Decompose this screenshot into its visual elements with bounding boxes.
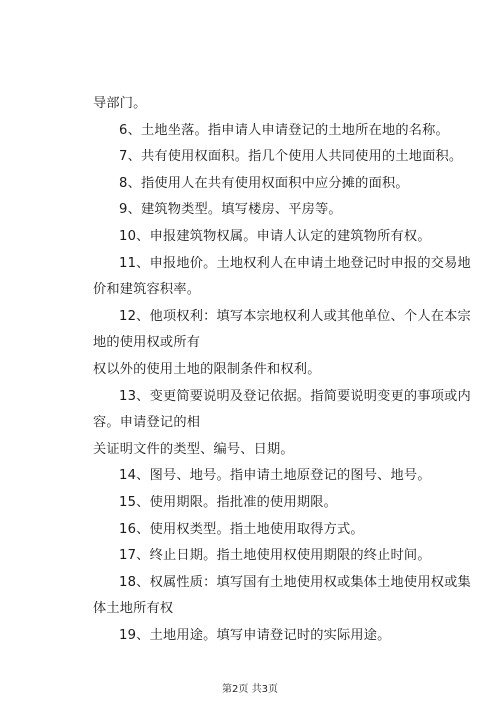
document-body [93,91,471,649]
text-line: 导部门。 [93,96,147,111]
text-line: 13、变更简要说明及登记依据。指简要说明变更的事项或内 [119,388,471,404]
text-line: 12、他项权利：填写本宗地权利人或其他单位、个人在本宗 [119,308,471,324]
text-line: 7、共有使用权面积。指几个使用人共同使用的土地面积。 [119,149,463,165]
text-line: 19、土地用途。填写申请登记时的实际用途。 [119,627,391,643]
text-line: 15、使用期限。指批准的使用期限。 [119,494,337,510]
text-line: 16、使用权类型。指土地使用取得方式。 [119,521,364,537]
text-line: 9、建筑物类型。填写楼房、平房等。 [119,202,342,218]
text-line: 8、指使用人在共有使用权面积中应分摊的面积。 [119,175,409,191]
text-line: 17、终止日期。指土地使用权使用期限的终止时间。 [119,548,431,564]
text-line: 11、申报地价。土地权利人在申请土地登记时申报的交易地 [119,255,471,271]
text-line: 容。申请登记的相 [93,415,201,431]
text-line: 14、图号、地号。指申请土地原登记的图号、地号。 [119,468,431,484]
text-line: 体土地所有权 [93,601,174,617]
text-line: 10、申报建筑物权属。申请人认定的建筑物所有权。 [119,228,431,244]
text-line: 18、权属性质：填写国有土地使用权或集体土地使用权或集 [119,574,471,590]
text-line: 地的使用权或所有 [93,335,201,351]
text-line: 价和建筑容积率。 [93,282,201,298]
text-line: 权以外的使用土地的限制条件和权利。 [93,361,321,377]
page-number-footer: 第2页 共3页 [222,684,278,695]
text-line: 关证明文件的类型、编号、日期。 [93,441,294,457]
text-line: 6、土地坐落。指申请人申请登记的土地所在地的名称。 [119,122,449,138]
